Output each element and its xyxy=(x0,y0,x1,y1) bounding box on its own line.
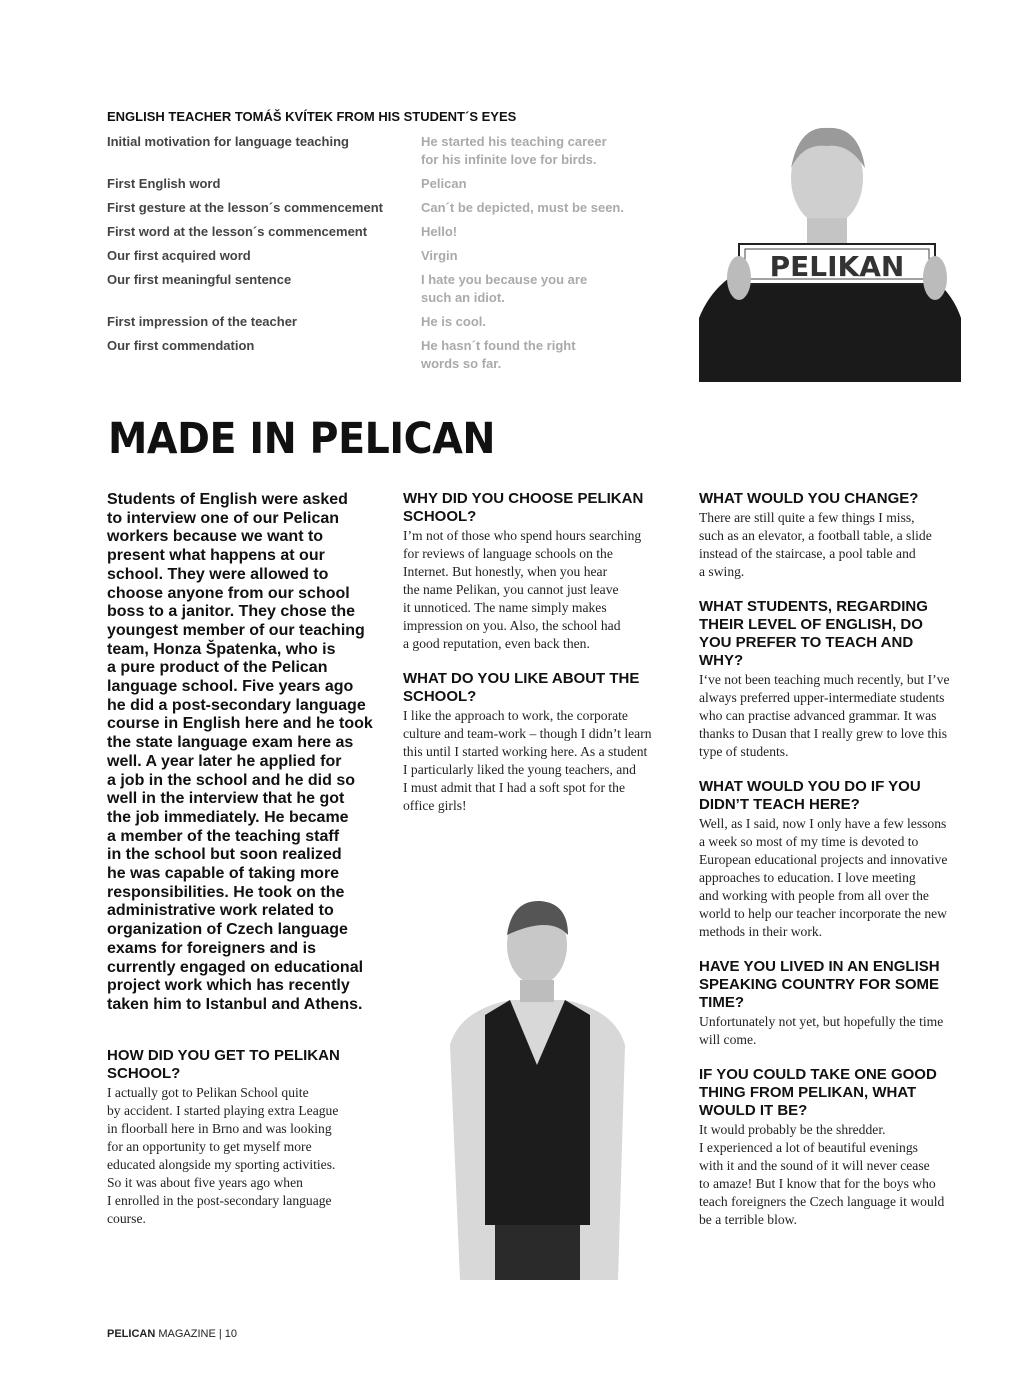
question-heading: HOW DID YOU GET TO PELIKAN SCHOOL? xyxy=(107,1047,340,1082)
question-heading: WHAT WOULD YOU CHANGE? xyxy=(699,490,919,507)
answer-text: I like the approach to work, the corporate culture and team-work – though I didn’t learn this until I started working here. As a student I particularly liked the young teachers, and I must admit that I had a soft spot for the office girls! xyxy=(403,708,652,813)
question-heading: HAVE YOU LIVED IN AN ENGLISH SPEAKING COUNTRY FOR SOME TIME? xyxy=(699,958,940,1011)
sidebar-answer: He is cool. xyxy=(421,314,487,329)
sidebar-answer: I hate you because you are such an idiot. xyxy=(421,272,588,305)
question-heading: WHY DID YOU CHOOSE PELIKAN SCHOOL? xyxy=(403,490,644,525)
sidebar-answer: Hello! xyxy=(421,224,458,239)
sidebar-question: Our first acquired word xyxy=(107,248,251,263)
page-footer xyxy=(107,1328,237,1340)
sidebar-question: Initial motivation for language teaching xyxy=(107,134,349,149)
sidebar-answer: Virgin xyxy=(421,248,458,263)
sidebar-answer: Can´t be depicted, must be seen. xyxy=(421,200,624,215)
footer-page-label: MAGAZINE | 10 xyxy=(158,1328,237,1340)
sign-text: PELIKAN xyxy=(769,250,905,283)
sidebar-question: First impression of the teacher xyxy=(107,314,297,329)
sidebar-question: Our first meaningful sentence xyxy=(107,272,292,287)
sidebar-answer: He started his teaching career for his infinite love for birds. xyxy=(421,134,607,167)
sidebar-title: ENGLISH TEACHER TOMÁŠ KVÍTEK FROM HIS STUDENT´S EYES xyxy=(107,109,517,124)
answer-text: I‘ve not been teaching much recently, but I’ve always preferred upper-intermediate students who can practise advanced grammar. It was thanks to Dusan that I really grew to love this type of students. xyxy=(699,672,950,759)
sidebar-question: Our first commendation xyxy=(107,338,255,353)
sidebar-question: First word at the lesson´s commencement xyxy=(107,224,368,239)
answer-text: Unfortunately not yet, but hopefully the time will come. xyxy=(699,1014,944,1047)
answer-text: I actually got to Pelikan School quite by accident. I started playing extra League in floorball here in Brno and was looking for an opportunity to get myself more educated alongside my sporting activities. So it was about five years ago when I enrolled in the post-secondary language course. xyxy=(107,1085,339,1226)
answer-text: There are still quite a few things I miss, such as an elevator, a football table, a slide instead of the staircase, a pool table and a swing. xyxy=(699,510,932,579)
question-heading: WHAT DO YOU LIKE ABOUT THE SCHOOL? xyxy=(403,670,640,705)
answer-text: It would probably be the shredder. I experienced a lot of beautiful evenings with it and the sound of it will never cease to amaze! But I know that for the boys who teach foreigners the Czech language it would be a terrible blow. xyxy=(699,1122,945,1227)
sidebar-question: First gesture at the lesson´s commencement xyxy=(107,200,383,215)
article-title: MADE IN PELICAN xyxy=(108,414,496,464)
interviewee-photo xyxy=(440,895,635,1280)
sidebar-question: First English word xyxy=(107,176,221,191)
question-heading: WHAT WOULD YOU DO IF YOU DIDN’T TEACH HERE? xyxy=(699,778,921,813)
sidebar-answer: He hasn´t found the right words so far. xyxy=(421,338,576,371)
answer-text: I’m not of those who spend hours searching for reviews of language schools on the Internet. But honestly, when you hear the name Pelikan, you cannot just leave it unnoticed. The name simply makes impression on you. Also, the school had a good reputation, even back then. xyxy=(403,528,642,651)
question-heading: WHAT STUDENTS, REGARDING THEIR LEVEL OF ENGLISH, DO YOU PREFER TO TEACH AND WHY? xyxy=(699,598,928,669)
sidebar-answer: Pelican xyxy=(421,176,467,191)
article-intro: Students of English were asked to interview one of our Pelican workers because we want to present what happens at our school. They were allowed to choose anyone from our school boss to a janitor. They chose the youngest member of our teaching team, Honza Špatenka, who is a pure product of the Pelican language school. Five years ago he did a post-secondary language course in English here and he took the state language exam here as well. A year later he applied for a job in the school and he did so well in the interview that he got the job immediately. He became a member of the teaching staff in the school but soon realized he was capable of taking more responsibilities. He took on the administrative work related to organization of Czech language exams for foreigners and is currently engaged on educational project work which has recently taken him to Istanbul and Athens. xyxy=(107,491,373,1013)
answer-text: Well, as I said, now I only have a few lessons a week so most of my time is devoted to European educational projects and innovative approaches to education. I love meeting and working with people from all over the world to help our teacher incorporate the new methods in their work. xyxy=(699,816,948,939)
footer-brand: PELICAN xyxy=(107,1328,156,1340)
question-heading: IF YOU COULD TAKE ONE GOOD THING FROM PELIKAN, WHAT WOULD IT BE? xyxy=(699,1066,937,1119)
teacher-photo xyxy=(699,118,961,382)
